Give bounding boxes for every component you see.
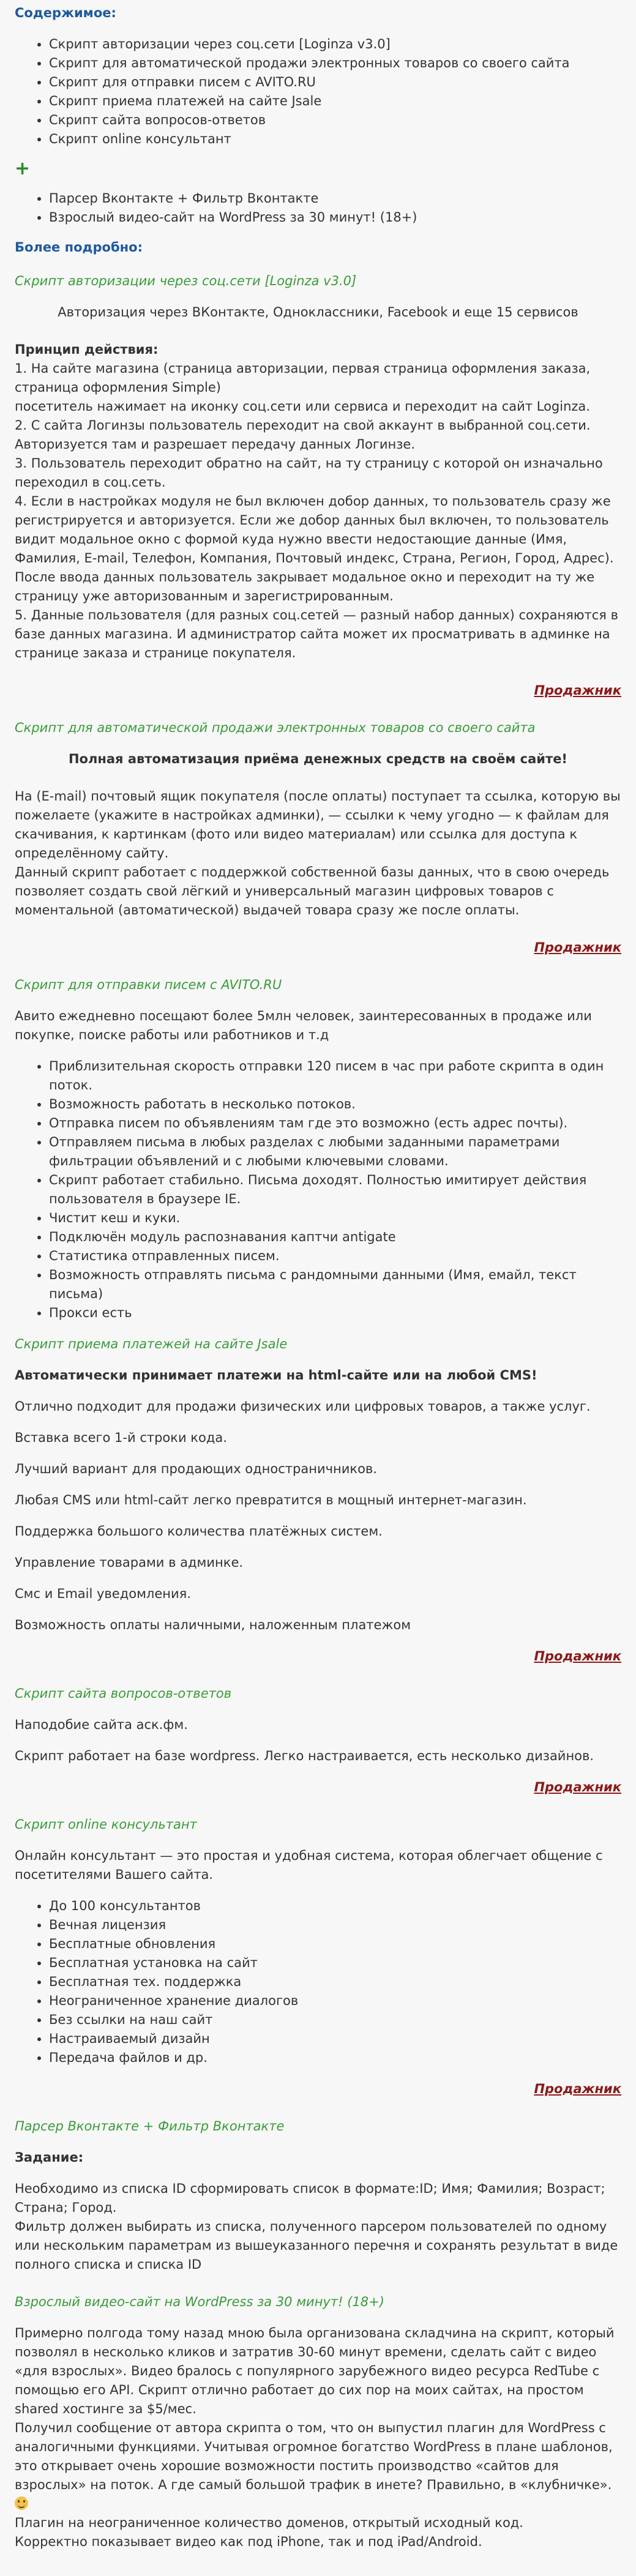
adult-line: Корректно показывает видео как под iPhone, так и под iPad/Android. xyxy=(15,2534,482,2549)
section-title-autosale: Скрипт для автоматической продажи электронных товаров со своего сайта xyxy=(15,720,536,735)
adult-line: Примерно полгода тому назад мною была организована складчина на скрипт, который позволял в несколько кликов и затратив 30-60 минут времени, сделать сайт с видео «для взрослых». Видео бралось с популярного зарубежного видео ресурса RedTube с помощью его API. Скрипт отлично работает до сих пор на моих сайтах, на простом shared хостинге за $5/мес. xyxy=(15,2326,615,2416)
toc-item[interactable]: • Скрипт приема платежей на сайте Jsale xyxy=(49,92,621,111)
sale-link-autosale[interactable]: Продажник xyxy=(534,940,621,955)
list-item: • Бесплатная тех. поддержка xyxy=(49,1973,621,1992)
jsale-headline: Автоматически принимает платежи на html-сайте или на любой CMS! xyxy=(15,1368,537,1383)
principle-heading: Принцип действия: xyxy=(15,342,159,357)
toc-item[interactable]: • Взрослый видео-сайт на WordPress за 30 минут! (18+) xyxy=(49,208,621,227)
consultant-intro: Онлайн консультант — это простая и удобная система, которая облегчает общение с посетителями Вашего сайта. xyxy=(15,1848,603,1882)
qa-paragraph: Скрипт работает на базе wordpress. Легко настраивается, есть несколько дизайнов. xyxy=(15,1749,594,1763)
list-item: • Без ссылки на наш сайт xyxy=(49,2010,621,2029)
list-item: • Передача файлов и др. xyxy=(49,2048,621,2067)
list-item: • Бесплатные обновления xyxy=(49,1935,621,1954)
loginza-steps xyxy=(15,359,621,663)
avito-features xyxy=(15,1057,621,1323)
section-title-consultant: Скрипт online консультант xyxy=(15,1817,197,1832)
list-item: • Настраиваемый дизайн xyxy=(49,2029,621,2048)
smile-icon xyxy=(15,2496,28,2510)
loginza-step: 2. С сайта Логинзы пользователь переходит на свой аккаунт в выбранной соц.сети. Авторизуется там и разрешает передачу данных Логинзе. xyxy=(15,418,591,452)
adult-line xyxy=(15,2419,621,2514)
toc-item[interactable]: • Скрипт сайта вопросов-ответов xyxy=(49,111,621,130)
list-item: • Прокси есть xyxy=(49,1304,621,1323)
autosale-line: На (E-mail) почтовый ящик покупателя (после оплаты) поступает та ссылка, которую вы пожелаете (укажите в настройках админки), — ссылки к чему угодно — к файлам для скачивания, к картинкам (фото или видео материалам) или ссылка для доступа к определённому сайту. xyxy=(15,789,621,861)
adult-line-text: Получил сообщение от автора скрипта о том, что он выпустил плагин для WordPress с аналогичными функциями. Учитывая огромное богатство WordPress в плане шаблонов, это открывает очень хорошие возможности постить производство «сайтов для взрослых» на поток. А где самый большой трафик в инете? Правильно, в «клубничке». xyxy=(15,2421,613,2492)
list-item: • Статистика отправленных писем. xyxy=(49,1247,621,1266)
section-title-avito: Скрипт для отправки писем с AVITO.RU xyxy=(15,977,282,992)
section-title-adult: Взрослый видео-сайт на WordPress за 30 минут! (18+) xyxy=(15,2294,384,2309)
loginza-step: 3. Пользователь переходит обратно на сайт, на ту страницу с которой он изначально переходил в соц.сеть. xyxy=(15,456,603,490)
list-item: • Приблизительная скорость отправки 120 писем в час при работе скрипта в один поток. xyxy=(49,1057,621,1095)
list-item: • Вечная лицензия xyxy=(49,1916,621,1935)
jsale-paragraph: Вставка всего 1-й строки кода. xyxy=(15,1430,227,1445)
section-title-loginza: Скрипт авторизации через соц.сети [Loginza v3.0] xyxy=(15,274,357,288)
parser-line: Необходимо из списка ID сформировать список в формате:ID; Имя; Фамилия; Возраст; Страна; Город. xyxy=(15,2181,605,2215)
list-item: • Отправляем письма в любых разделах с любыми заданными параметрами фильтрации объявлений и с любыми ключевыми словами. xyxy=(49,1133,621,1171)
more-heading: Более подробно: xyxy=(15,240,143,255)
list-item: • Чистит кеш и куки. xyxy=(49,1209,621,1228)
plus-icon: + xyxy=(15,158,31,179)
list-item: • До 100 консультантов xyxy=(49,1897,621,1916)
consultant-features xyxy=(15,1897,621,2067)
jsale-paragraph: Поддержка большого количества платёжных систем. xyxy=(15,1524,383,1539)
section-title-jsale: Скрипт приема платежей на сайте Jsale xyxy=(15,1337,288,1351)
qa-paragraph: Наподобие сайта аск.фм. xyxy=(15,1717,188,1732)
jsale-paragraph: Управление товарами в админке. xyxy=(15,1555,244,1570)
loginza-step: 1. На сайте магазина (страница авторизации, первая страница оформления заказа, страница оформления Simple) xyxy=(15,361,591,395)
toc-list xyxy=(15,35,621,149)
toc-item[interactable]: • Скрипт для отправки писем с AVITO.RU xyxy=(49,73,621,92)
autosale-headline: Полная автоматизация приёма денежных средств на своём сайте! xyxy=(68,752,568,766)
list-item: • Возможность отправлять письма с рандомными данными (Имя, емайл, текст письма) xyxy=(49,1266,621,1304)
jsale-paragraph: Возможность оплаты наличными, наложенным платежом xyxy=(15,1618,411,1632)
loginza-step: посетитель нажимает на иконку соц.сети или сервиса и переходит на сайт Loginza. xyxy=(15,399,590,414)
section-title-qa: Скрипт сайта вопросов-ответов xyxy=(15,1686,232,1701)
sale-link-wrap xyxy=(15,681,621,700)
list-item: • Возможность работать в несколько потоков. xyxy=(49,1095,621,1114)
autosale-text xyxy=(15,787,621,920)
list-item: • Бесплатная установка на сайт xyxy=(49,1954,621,1973)
parser-text xyxy=(15,2179,621,2274)
sale-link-wrap xyxy=(15,2080,621,2099)
jsale-paragraph: Отлично подходит для продажи физических или цифровых товаров, а также услуг. xyxy=(15,1399,591,1414)
sale-link-jsale[interactable]: Продажник xyxy=(534,1649,621,1663)
toc-item[interactable]: • Скрипт для автоматической продажи электронных товаров со своего сайта xyxy=(49,54,621,73)
list-item: • Подключён модуль распознавания каптчи antigate xyxy=(49,1228,621,1247)
jsale-paragraph: Лучший вариант для продающих одностраничников. xyxy=(15,1462,377,1476)
loginza-step: 4. Если в настройках модуля не был включен добор данных, то пользователь сразу же регистрируется и авторизуется. Если же добор данных был включен, то пользователь видит модальное окно с формой куда нужно ввести недостающие данные (Имя, Фамилия, E-mail, Телефон, Компания, Почтовый индекс, Страна, Регион, Город, Адрес). После ввода данных пользователь закрывает модальное окно и переходит на ту же страницу уже авторизованным и зарегистрированным. xyxy=(15,494,614,603)
jsale-paragraph: Любая CMS или html-сайт легко превратится в мощный интернет-магазин. xyxy=(15,1493,527,1507)
toc-item[interactable]: • Парсер Вконтакте + Фильтр Вконтакте xyxy=(49,189,621,208)
task-heading: Задание: xyxy=(15,2150,84,2165)
sale-link-consultant[interactable]: Продажник xyxy=(534,2081,621,2096)
adult-line: Плагин на неограниченное количество доменов, открытый исходный код. xyxy=(15,2515,523,2530)
toc-item[interactable]: • Скрипт авторизации через соц.сети [Loginza v3.0] xyxy=(49,35,621,54)
autosale-line: Данный скрипт работает с поддержкой собственной базы данных, что в свою очередь позволяет создать свой лёгкий и универсальный магазин цифровых товаров с моментальной (автоматической) выдачей товара сразу же после оплаты. xyxy=(15,865,610,917)
sale-link-wrap xyxy=(15,938,621,957)
sale-link-qa[interactable]: Продажник xyxy=(534,1780,621,1794)
list-item: • Отправка писем по объявлениям там где это возможно (есть адрес почты). xyxy=(49,1114,621,1133)
adult-text xyxy=(15,2324,621,2552)
toc-extra-list xyxy=(15,189,621,227)
list-item: • Неограниченное хранение диалогов xyxy=(49,1992,621,2010)
toc-item[interactable]: • Скрипт online консультант xyxy=(49,130,621,149)
toc-heading: Содержимое: xyxy=(15,6,116,20)
parser-line: Фильтр должен выбирать из списка, полученного парсером пользователей по одному или нескольким параметрам из вышеуказанного перечня и сохранять результат в виде полного списка и списка ID xyxy=(15,2219,618,2272)
sale-link-loginza[interactable]: Продажник xyxy=(534,683,621,698)
list-item: • Скрипт работает стабильно. Письма доходят. Полностью имитирует действия пользователя в браузере IE. xyxy=(49,1171,621,1209)
loginza-subtitle: Авторизация через ВКонтакте, Одноклассники, Facebook и еще 15 сервисов xyxy=(58,305,578,319)
loginza-step: 5. Данные пользователя (для разных соц.сетей — разный набор данных) сохраняются в базе данных магазина. И администратор сайта может их просматривать в админке на странице заказа и странице покупателя. xyxy=(15,608,618,660)
sale-link-wrap xyxy=(15,1647,621,1666)
jsale-paragraph: Смс и Email уведомления. xyxy=(15,1586,191,1601)
sale-link-wrap xyxy=(15,1778,621,1797)
section-title-parser: Парсер Вконтакте + Фильтр Вконтакте xyxy=(15,2119,285,2134)
avito-intro: Авито ежедневно посещают более 5млн человек, заинтересованных в продаже или покупке, поиске работы или работников и т.д xyxy=(15,1009,592,1042)
